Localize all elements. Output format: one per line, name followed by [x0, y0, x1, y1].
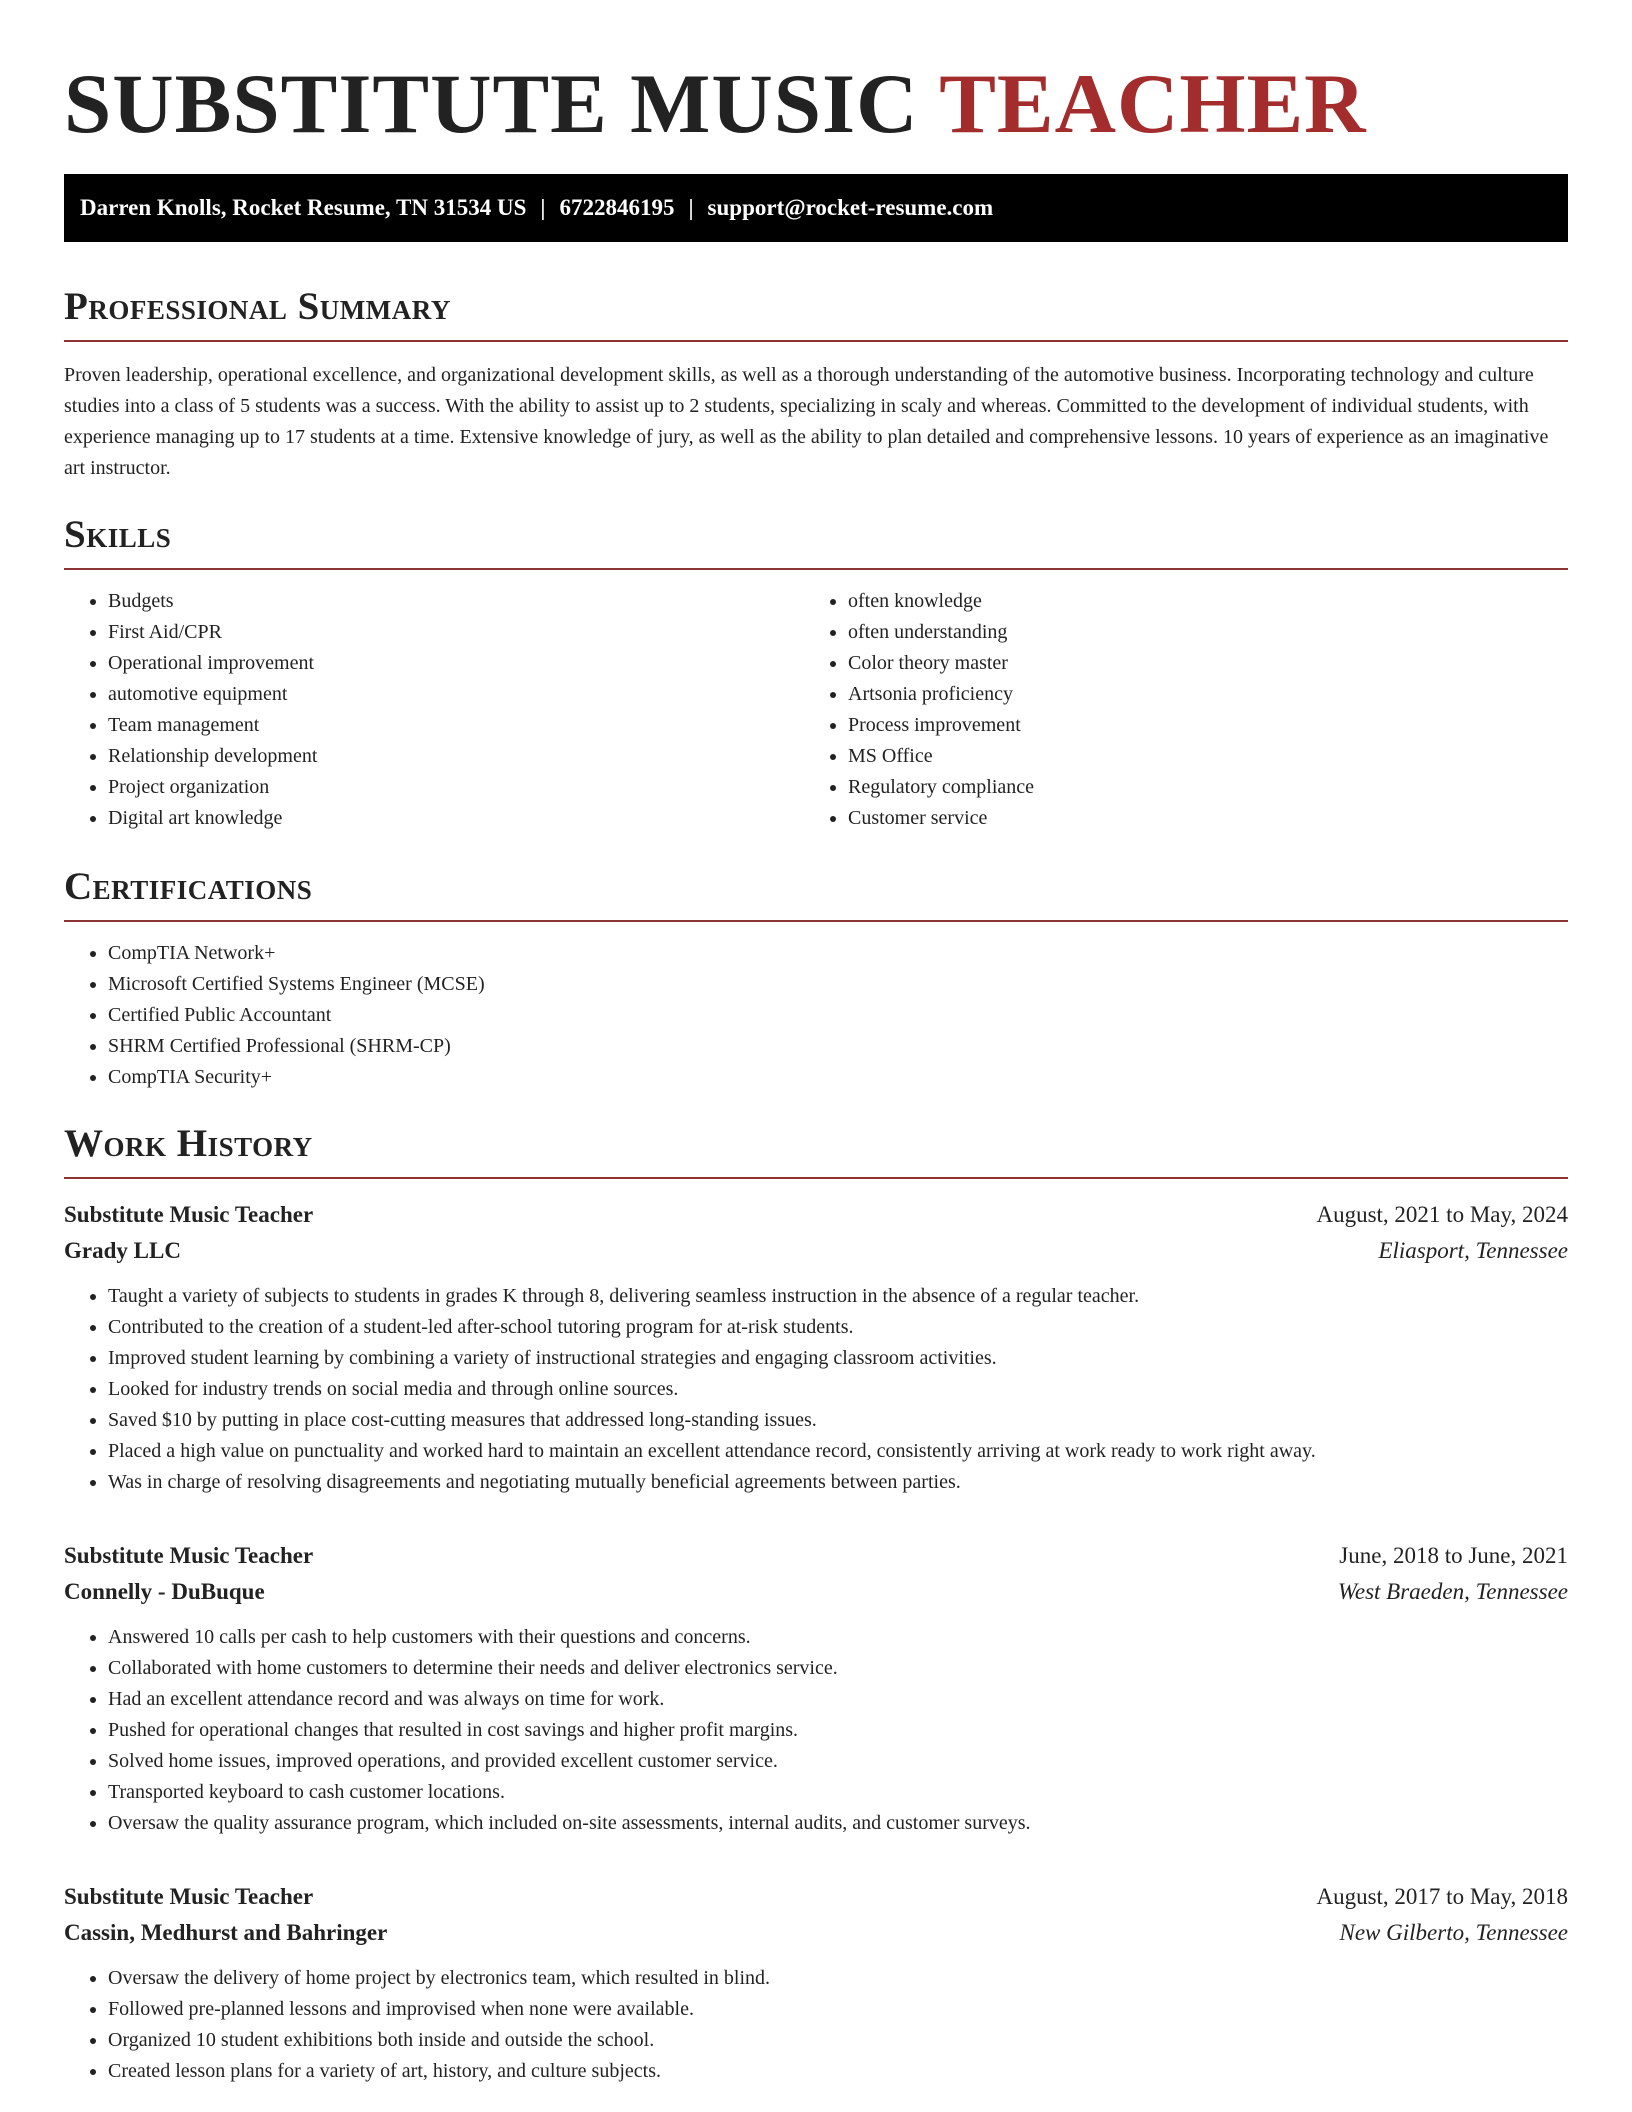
job-company: Connelly - DuBuque	[64, 1579, 265, 1604]
job-location: New Gilberto, Tennessee	[1339, 1920, 1568, 1945]
job-bullet: • Pushed for operational changes that resulted in cost savings and higher profit margins.	[108, 1715, 1568, 1746]
job-title: Substitute Music Teacher	[64, 1543, 314, 1568]
job-company: Grady LLC	[64, 1238, 181, 1263]
certification-item: • Microsoft Certified Systems Engineer (MCSE)	[108, 969, 1568, 1000]
job-header-row	[64, 1879, 1568, 1915]
job-bullet: • Answered 10 calls per cash to help customers with their questions and concerns.	[108, 1622, 1568, 1653]
job-subheader-row	[64, 1574, 1568, 1610]
job-bullets	[64, 1622, 1568, 1839]
resume-title	[64, 0, 1568, 150]
title-main: SUBSTITUTE MUSIC	[64, 57, 919, 151]
job-bullet: • Was in charge of resolving disagreements and negotiating mutually beneficial agreements between parties.	[108, 1467, 1568, 1498]
contact-separator: |	[688, 195, 694, 220]
section-heading-summary: Professional Summary	[64, 282, 1568, 342]
job-bullet: • Transported keyboard to cash customer locations.	[108, 1777, 1568, 1808]
job-header-row	[64, 1538, 1568, 1574]
job-bullet: • Saved $10 by putting in place cost-cutting measures that addressed long-standing issues.	[108, 1405, 1568, 1436]
job-bullet: • Oversaw the delivery of home project by electronics team, which resulted in blind.	[108, 1963, 1568, 1994]
job-bullet: • Improved student learning by combining a variety of instructional strategies and engaging classroom activities.	[108, 1343, 1568, 1374]
job-dates: June, 2018 to June, 2021	[1339, 1543, 1568, 1568]
skill-item: • Budgets	[108, 586, 804, 617]
job-bullet: • Collaborated with home customers to determine their needs and deliver electronics service.	[108, 1653, 1568, 1684]
skill-item: • Customer service	[848, 803, 1544, 834]
job-header-row	[64, 1197, 1568, 1233]
skill-item: • Project organization	[108, 772, 804, 803]
certifications-section	[64, 862, 1568, 1093]
section-heading-certifications: Certifications	[64, 862, 1568, 922]
contact-email: support@rocket-resume.com	[707, 195, 994, 220]
skills-section	[64, 510, 1568, 834]
skill-item: • often understanding	[848, 617, 1544, 648]
skills-column-left	[64, 586, 804, 834]
job-dates: August, 2017 to May, 2018	[1316, 1884, 1568, 1909]
job-bullet: • Oversaw the quality assurance program, which included on-site assessments, internal audits, and customer surveys.	[108, 1808, 1568, 1839]
job-bullet: • Contributed to the creation of a student-led after-school tutoring program for at-risk students.	[108, 1312, 1568, 1343]
job-subheader-row	[64, 1233, 1568, 1269]
skills-column-right	[804, 586, 1544, 834]
job-entry	[64, 1538, 1568, 1839]
job-entry	[64, 1879, 1568, 2087]
certification-item: • CompTIA Network+	[108, 938, 1568, 969]
skill-item: • Process improvement	[848, 710, 1544, 741]
job-company: Cassin, Medhurst and Bahringer	[64, 1920, 388, 1945]
skill-item: • Artsonia proficiency	[848, 679, 1544, 710]
job-bullet: • Organized 10 student exhibitions both inside and outside the school.	[108, 2025, 1568, 2056]
certification-item: • Certified Public Accountant	[108, 1000, 1568, 1031]
job-dates: August, 2021 to May, 2024	[1316, 1202, 1568, 1227]
contact-address: Darren Knolls, Rocket Resume, TN 31534 US	[80, 195, 527, 220]
skill-item: • Regulatory compliance	[848, 772, 1544, 803]
contact-phone: 6722846195	[559, 195, 675, 220]
skill-item: • Operational improvement	[108, 648, 804, 679]
certification-item: • CompTIA Security+	[108, 1062, 1568, 1093]
job-bullet: • Looked for industry trends on social media and through online sources.	[108, 1374, 1568, 1405]
certification-item: • SHRM Certified Professional (SHRM-CP)	[108, 1031, 1568, 1062]
contact-separator: |	[540, 195, 546, 220]
skill-item: • Relationship development	[108, 741, 804, 772]
job-location: West Braeden, Tennessee	[1337, 1579, 1568, 1604]
certifications-list	[64, 938, 1568, 1093]
job-bullets	[64, 1281, 1568, 1498]
job-bullet: • Placed a high value on punctuality and worked hard to maintain an excellent attendance record, consistently arriving at work ready to work right away.	[108, 1436, 1568, 1467]
skill-item: • automotive equipment	[108, 679, 804, 710]
skill-item: • Digital art knowledge	[108, 803, 804, 834]
skills-grid	[64, 586, 1568, 834]
skills-list-left	[64, 586, 804, 834]
job-title: Substitute Music Teacher	[64, 1202, 314, 1227]
summary-text: Proven leadership, operational excellence, and organizational development skills, as well as a thorough understanding of the automotive business. Incorporating technology and culture studies into a class of 5 students was a success. With the ability to assist up to 2 students, specializing in scaly and whereas. Committed to the development of individual students, with experience managing up to 17 students at a time. Extensive knowledge of jury, as well as the ability to plan detailed and comprehensive lessons. 10 years of experience as an imaginative art instructor.	[64, 364, 1549, 479]
skill-item: • MS Office	[848, 741, 1544, 772]
job-entry	[64, 1197, 1568, 1498]
skill-item: • Color theory master	[848, 648, 1544, 679]
skills-list-right	[804, 586, 1544, 834]
skill-item: • First Aid/CPR	[108, 617, 804, 648]
summary-section	[64, 282, 1568, 484]
work-history-section	[64, 1119, 1568, 2087]
job-location: Eliasport, Tennessee	[1378, 1238, 1568, 1263]
job-bullet: • Followed pre-planned lessons and improvised when none were available.	[108, 1994, 1568, 2025]
job-bullet: • Taught a variety of subjects to students in grades K through 8, delivering seamless instruction in the absence of a regular teacher.	[108, 1281, 1568, 1312]
job-subheader-row	[64, 1915, 1568, 1951]
section-heading-work-history: Work History	[64, 1119, 1568, 1179]
job-bullet: • Solved home issues, improved operations, and provided excellent customer service.	[108, 1746, 1568, 1777]
job-bullet: • Had an excellent attendance record and was always on time for work.	[108, 1684, 1568, 1715]
contact-bar	[64, 174, 1568, 242]
skill-item: • Team management	[108, 710, 804, 741]
title-accent: TEACHER	[939, 57, 1367, 151]
section-heading-skills: Skills	[64, 510, 1568, 570]
job-bullets	[64, 1963, 1568, 2087]
job-bullet: • Created lesson plans for a variety of art, history, and culture subjects.	[108, 2056, 1568, 2087]
skill-item: • often knowledge	[848, 586, 1544, 617]
job-title: Substitute Music Teacher	[64, 1884, 314, 1909]
